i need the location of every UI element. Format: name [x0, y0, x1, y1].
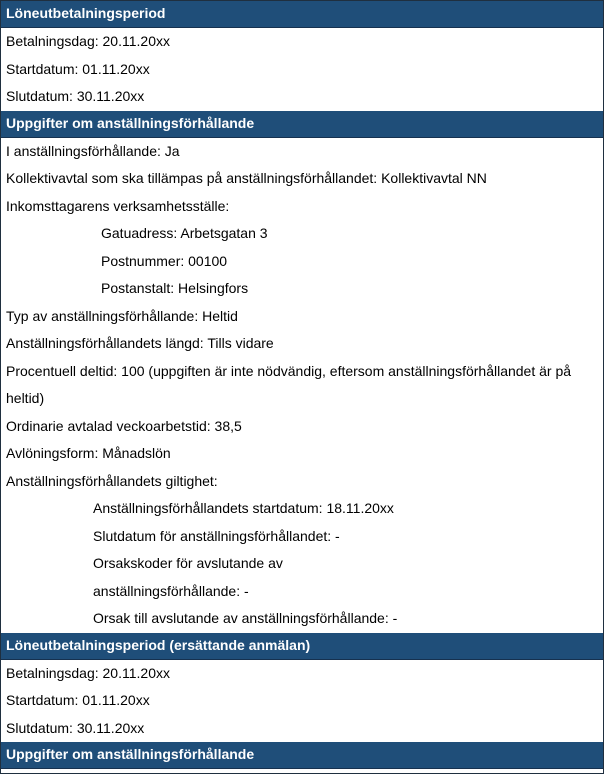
row-slutdatum: Slutdatum: 30.11.20xx	[6, 88, 145, 104]
row-kollektivavtal: Kollektivavtal som ska tillämpas på anställningsförhållandet: Kollektivavtal NN	[6, 170, 487, 186]
row-betalningsdag: Betalningsdag: 20.11.20xx	[6, 33, 170, 49]
row-slutdatum-anstallning: Slutdatum för anställningsförhållandet: -	[93, 527, 340, 544]
row-betalningsdag-ersattande: Betalningsdag: 20.11.20xx	[6, 664, 170, 681]
section-body-anstallningsforhallande	[1, 138, 603, 633]
section-body-ersattande-anmalan	[1, 660, 603, 743]
row-orsak-avslutande: Orsak till avslutande av anställningsförhållande: -	[93, 610, 398, 626]
row-orsakskoder-line1: Orsakskoder för avslutande av	[93, 555, 283, 571]
row-postnummer: Postnummer: 00100	[101, 252, 228, 269]
row-veckoarbetstid: Ordinarie avtalad veckoarbetstid: 38,5	[6, 417, 242, 434]
row-giltighet: Anställningsförhållandets giltighet:	[6, 472, 218, 489]
row-typ-av-anstallning: Typ av anställningsförhållande: Heltid	[6, 307, 238, 324]
row-startdatum-ersattande: Startdatum: 01.11.20xx	[6, 692, 150, 708]
row-postanstalt: Postanstalt: Helsingfors	[101, 280, 249, 296]
row-startdatum: Startdatum: 01.11.20xx	[6, 60, 150, 77]
row-procentuell-deltid: Procentuell deltid: 100 (uppgiften är inte nödvändig, eftersom anställningsförhållandet är på heltid)	[6, 362, 572, 406]
row-orsakskoder-line2: anställningsförhållande: -	[93, 582, 249, 599]
row-anstallningens-langd: Anställningsförhållandets längd: Tills vidare	[6, 335, 274, 351]
row-i-anstallningsforhallande: I anställningsförhållande: Ja	[6, 142, 180, 159]
row-verksamhetsstalle: Inkomsttagarens verksamhetsställe:	[6, 197, 230, 214]
section-header-ersattande-anmalan: Löneutbetalningsperiod (ersättande anmälan)	[1, 633, 603, 660]
row-avloningsform: Avlöningsform: Månadslön	[6, 445, 171, 461]
section-body-loneutbetalningsperiod	[1, 28, 603, 111]
section-header-anstallningsforhallande: Uppgifter om anställningsförhållande	[1, 111, 603, 138]
section-header-loneutbetalningsperiod: Löneutbetalningsperiod	[1, 1, 603, 28]
row-startdatum-anstallning: Anställningsförhållandets startdatum: 18.11.20xx	[93, 500, 394, 516]
section-header-anstallningsforhallande-2: Uppgifter om anställningsförhållande	[1, 742, 603, 769]
row-gatuadress: Gatuadress: Arbetsgatan 3	[101, 225, 268, 241]
row-slutdatum-ersattande: Slutdatum: 30.11.20xx	[6, 719, 145, 736]
